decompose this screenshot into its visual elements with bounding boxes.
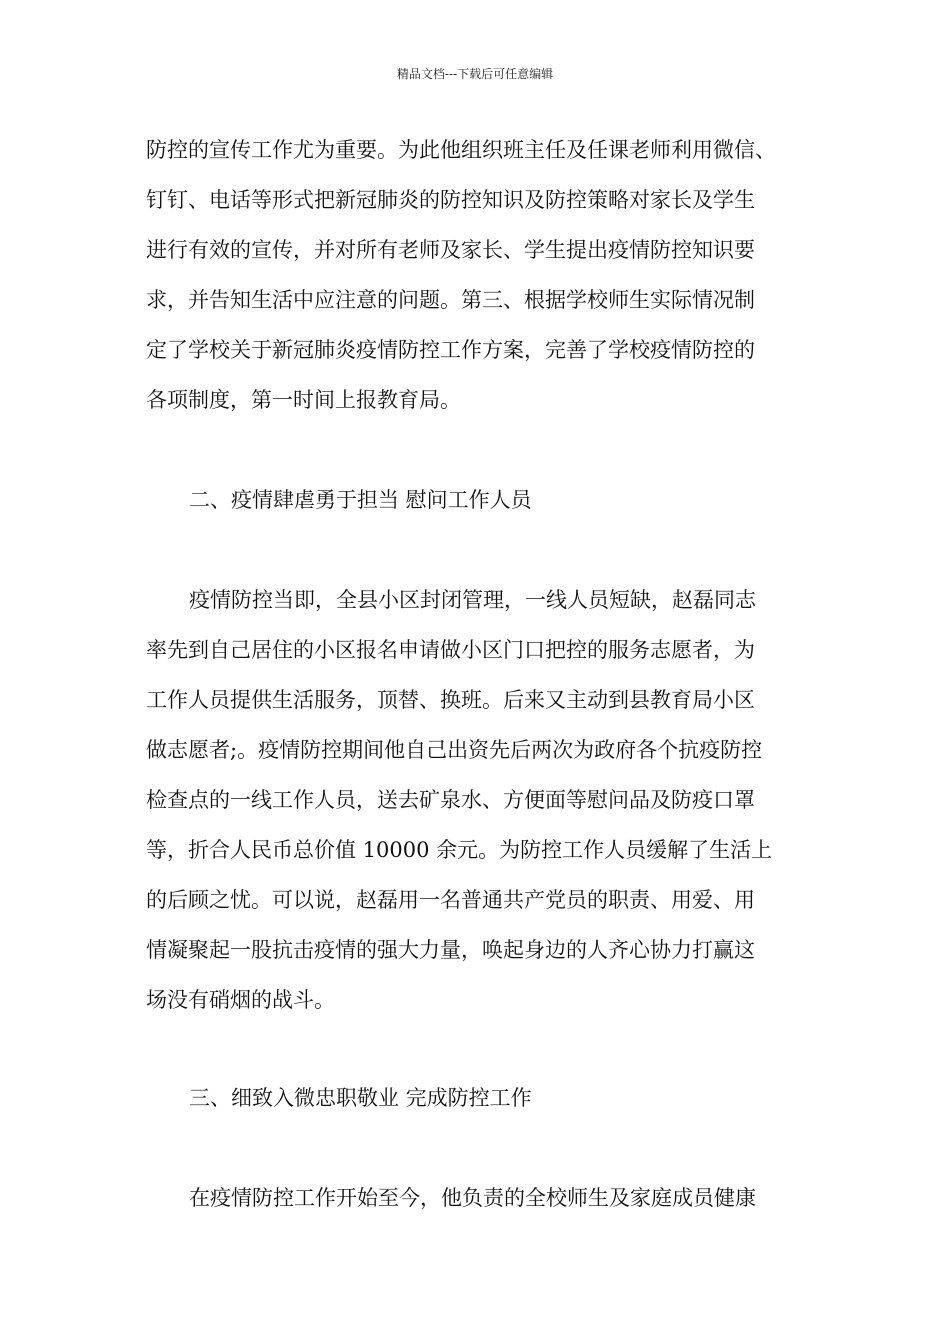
- paragraph-1-line-1: 防控的宣传工作尤为重要。为此他组织班主任及任课老师利用微信、: [146, 138, 776, 162]
- paragraph-2-line-4: 做志愿者;。疫情防控期间他自己出资先后两次为政府各个抗疫防控: [146, 738, 763, 762]
- section-heading-3: 三、细致入微忠职敬业 完成防控工作: [189, 1086, 532, 1110]
- paragraph-2-line-5: 检查点的一线工作人员，送去矿泉水、方便面等慰问品及防疫口罩: [146, 788, 755, 812]
- paragraph-1-line-4: 求，并告知生活中应注意的问题。第三、根据学校师生实际情况制: [146, 288, 755, 312]
- paragraph-2-line-3: 工作人员提供生活服务，顶替、换班。后来又主动到县教育局小区: [146, 688, 755, 712]
- paragraph-3-line-1: 在疫情防控工作开始至今，他负责的全校师生及家庭成员健康: [189, 1186, 756, 1210]
- page-header: 精品文档---下载后可任意编辑: [396, 67, 554, 81]
- paragraph-2-line-1: 疫情防控当即，全县小区封闭管理，一线人员短缺，赵磊同志: [189, 588, 756, 612]
- section-heading-2: 二、疫情肆虐勇于担当 慰问工作人员: [189, 488, 532, 512]
- paragraph-1-line-6: 各项制度，第一时间上报教育局。: [146, 388, 461, 412]
- paragraph-1-line-5: 定了学校关于新冠肺炎疫情防控工作方案，完善了学校疫情防控的: [146, 338, 755, 362]
- paragraph-2-line-7: 的后顾之忧。可以说，赵磊用一名普通共产党员的职责、用爱、用: [146, 888, 755, 912]
- paragraph-2-line-6: 等，折合人民币总价值 10000 余元。为防控工作人员缓解了生活上: [146, 838, 773, 862]
- paragraph-1-line-2: 钉钉、电话等形式把新冠肺炎的防控知识及防控策略对家长及学生: [146, 188, 755, 212]
- paragraph-1-line-3: 进行有效的宣传，并对所有老师及家长、学生提出疫情防控知识要: [146, 238, 755, 262]
- paragraph-2-line-2: 率先到自己居住的小区报名申请做小区门口把控的服务志愿者，为: [146, 638, 755, 662]
- paragraph-2-line-8: 情凝聚起一股抗击疫情的强大力量，唤起身边的人齐心协力打赢这: [146, 938, 755, 962]
- paragraph-2-line-9: 场没有硝烟的战斗。: [146, 988, 335, 1012]
